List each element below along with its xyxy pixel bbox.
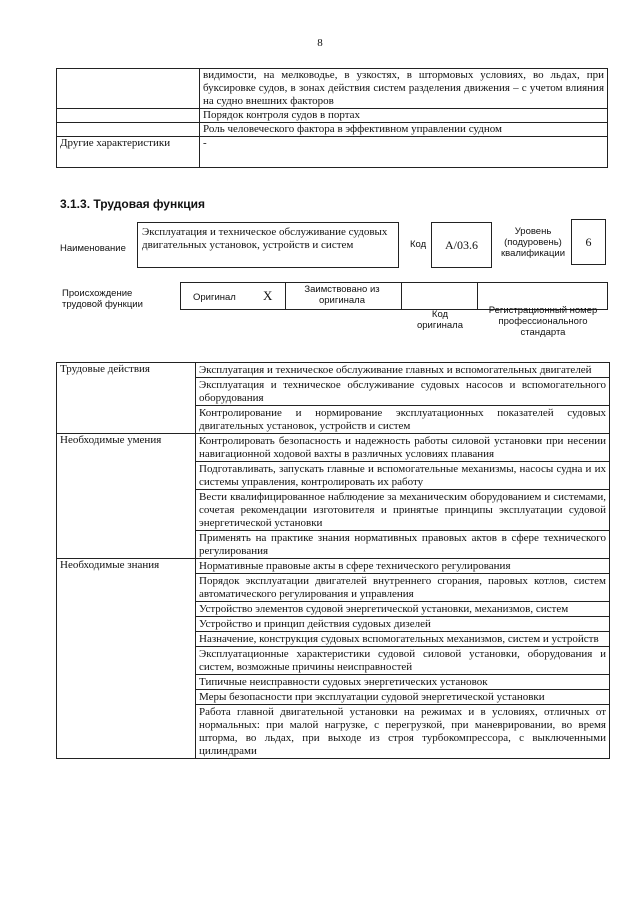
- code-label: Код: [410, 239, 427, 250]
- origin-label: Происхождение трудовой функции: [62, 288, 143, 310]
- empty-cell: [57, 69, 200, 109]
- table-row: [57, 559, 610, 574]
- table-row: [57, 363, 610, 378]
- code-original-caption: Код оригинала: [416, 309, 463, 331]
- page-number: 8: [317, 37, 323, 49]
- original-mark: X: [263, 288, 273, 303]
- name-label: Наименование: [60, 243, 126, 254]
- group-label: Необходимые знания: [57, 559, 196, 759]
- level-box: [571, 219, 606, 265]
- empty-cell: [57, 109, 200, 123]
- function-name-box: [137, 222, 399, 268]
- reg-number-caption: Регистрационный номер профессионального стандарта: [488, 305, 598, 338]
- table-row: [57, 69, 608, 109]
- table-cell: Порядок контроля судов в портах: [200, 109, 608, 123]
- group-label: Необходимые умения: [57, 434, 196, 559]
- table-row: [57, 434, 610, 462]
- group-label: Трудовые действия: [57, 363, 196, 434]
- empty-cell: [57, 123, 200, 137]
- table-cell: Применять на практике знания нормативных правовых актов в сфере технического регулирования: [196, 531, 610, 559]
- table-cell: Эксплуатация и техническое обслуживание главных и вспомогательных двигателей: [196, 363, 610, 378]
- table-cell: Меры безопасности при эксплуатации судовой энергетической установки: [196, 690, 610, 705]
- original-label: Оригинал: [193, 292, 236, 303]
- table-row: [57, 137, 608, 168]
- table-cell: Подготавливать, запускать главные и вспомогательные механизмы, насосы судна и их системы управления, контролировать их работу: [196, 462, 610, 490]
- function-code: А/03.6: [445, 238, 478, 252]
- table-cell: Порядок эксплуатации двигателей внутреннего сгорания, паровых котлов, систем автоматического регулирования и управления: [196, 574, 610, 602]
- table-cell: Нормативные правовые акты в сфере технического регулирования: [196, 559, 610, 574]
- table-cell: Типичные неисправности судовых энергетических установок: [196, 675, 610, 690]
- function-code-box: [431, 222, 492, 268]
- table-row: [57, 109, 608, 123]
- section-title: 3.1.3. Трудовая функция: [60, 197, 205, 211]
- borrowed-label: Заимствовано из оригинала: [304, 284, 380, 306]
- table-cell: Контролирование и нормирование эксплуатационных показателей судовых двигательных установок, устройств и систем: [196, 406, 610, 434]
- table-cell: Роль человеческого фактора в эффективном управлении судном: [200, 123, 608, 137]
- table-cell: Устройство и принцип действия судовых дизелей: [196, 617, 610, 632]
- main-table: [56, 362, 610, 759]
- function-name: Эксплуатация и техническое обслуживание судовых двигательных установок, устройств и систем: [142, 226, 388, 251]
- table-cell: Работа главной двигательной установки на режимах и в условиях, отличных от нормальных: при малой нагрузке, с перегрузкой, при маневрировании, во время шторма, во льдах, при выходе из строя турбокомпрессора, с выключенными цилиндрами: [196, 705, 610, 759]
- level-value: 6: [585, 235, 592, 249]
- other-characteristics-value: -: [200, 137, 608, 168]
- divider: [285, 283, 286, 309]
- table-cell: видимости, на мелководье, в узкостях, в штормовых условиях, во льдах, при буксировке судов, в зонах действия систем разделения движения – с учетом влияния на судно внешних факторов: [200, 69, 608, 109]
- level-label: Уровень (подуровень) квалификации: [500, 226, 566, 259]
- table-cell: Назначение, конструкция судовых вспомогательных механизмов, систем и устройств: [196, 632, 610, 647]
- table-cell: Вести квалифицированное наблюдение за механическим оборудованием и системами, сочетая рекомендации изготовителя и принятые принципы эксплуатации судовой энергетической установки: [196, 490, 610, 531]
- table-row: [57, 123, 608, 137]
- table-cell: Устройство элементов судовой энергетической установки, механизмов, систем: [196, 602, 610, 617]
- table-cell: Эксплуатация и техническое обслуживание судовых насосов и вспомогательного оборудования: [196, 378, 610, 406]
- table-cell: Контролировать безопасность и надежность работы силовой установки при несении навигационной ходовой вахты в различных условиях плавания: [196, 434, 610, 462]
- divider: [401, 283, 402, 309]
- other-characteristics-label: Другие характеристики: [57, 137, 200, 168]
- table-cell: Эксплуатационные характеристики судовой силовой установки, оборудования и систем, возможные причины неисправностей: [196, 647, 610, 675]
- top-table: [56, 68, 608, 168]
